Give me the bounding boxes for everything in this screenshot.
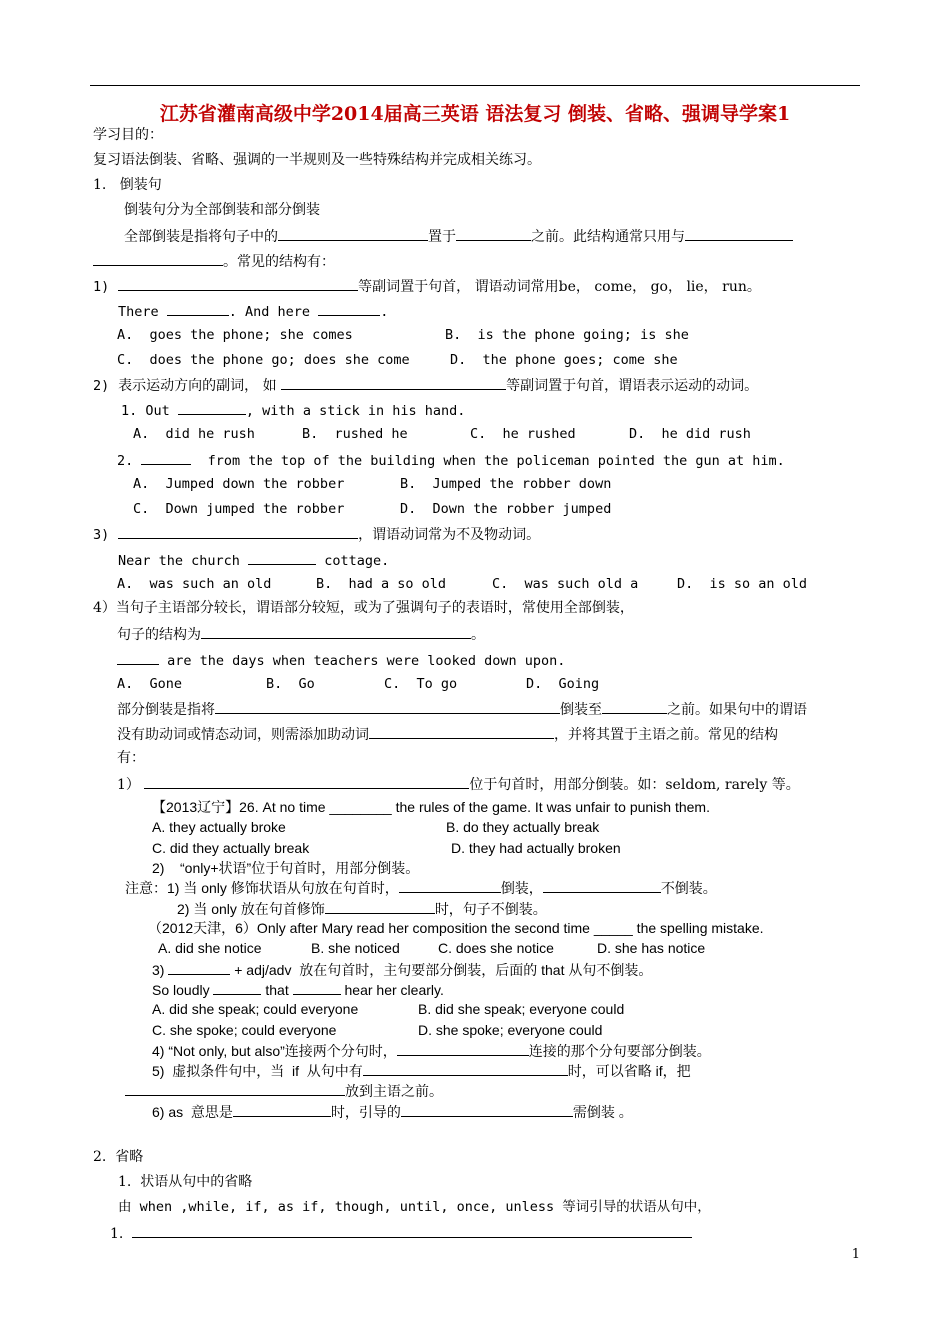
partial-inversion-def xyxy=(117,699,807,719)
option-a: A. goes the phone; she comes xyxy=(117,327,353,343)
option-d: D. is so an old xyxy=(677,576,808,592)
text: 倒装， xyxy=(500,880,543,896)
text: 等副词置于句首，谓语表示运动的动词。 xyxy=(506,378,759,394)
page-title: 江苏省灌南高级中学2014届高三英语 语法复习 倒装、省略、强调导学案1 xyxy=(159,103,791,125)
rule-number: 1） xyxy=(117,777,140,793)
rule-number: 3) xyxy=(93,527,110,543)
option-b: B. rushed he xyxy=(302,426,408,442)
blank xyxy=(248,550,316,565)
option-b: B. she noticed xyxy=(311,940,400,956)
blank xyxy=(456,226,531,241)
rule-number: 2) xyxy=(93,378,110,394)
text: cottage. xyxy=(324,553,390,569)
rule-2 xyxy=(93,375,758,395)
blank xyxy=(141,450,191,465)
text: 置于 xyxy=(428,229,456,245)
section-number: 2. xyxy=(93,1149,107,1165)
blank xyxy=(543,878,661,893)
option-d: D. he did rush xyxy=(629,426,751,442)
option-a: A. they actually broke xyxy=(152,819,286,835)
partial-rule-5 xyxy=(152,1061,691,1080)
option-a: A. Gone xyxy=(117,676,183,692)
question-1-stem xyxy=(118,301,388,321)
blank xyxy=(602,699,667,714)
note-1 xyxy=(125,878,717,897)
rule-1 xyxy=(93,276,761,296)
blank xyxy=(132,1223,692,1238)
rule-4-structure xyxy=(117,624,485,644)
section-2-heading xyxy=(93,1148,143,1166)
option-b: B. did she speak; everyone could xyxy=(418,1001,625,1017)
full-inversion-def-cont xyxy=(93,251,335,271)
blank xyxy=(167,301,229,316)
example-2013: 【2013辽宁】26. At no time ________ the rules of the game. It was unfair to punish them. xyxy=(152,799,710,815)
blank xyxy=(293,980,341,995)
option-a: A. did she speak; could everyone xyxy=(152,1001,359,1017)
text: 注意：1) 当 only 修饰状语从句放在句首时， xyxy=(125,880,399,896)
partial-rule-5-cont xyxy=(125,1081,443,1100)
text: ，谓语动词常为不及物动词。 xyxy=(358,527,541,543)
option-d: D. the phone goes; come she xyxy=(450,352,678,368)
partial-inversion-def-end: 有： xyxy=(117,750,145,766)
ellipsis-sub-1: 1. 状语从句中的省略 xyxy=(118,1174,253,1190)
blank xyxy=(144,774,469,789)
text: 倒装至 xyxy=(560,702,602,718)
blank xyxy=(118,524,358,539)
option-a: A. was such an old xyxy=(117,576,272,592)
objective-text: 复习语法倒装、省略、强调的一半规则及一些特殊结构并完成相关练习。 xyxy=(93,152,541,168)
top-rule xyxy=(90,85,860,86)
option-c: C. does she notice xyxy=(438,940,554,956)
option-c: C. she spoke; could everyone xyxy=(152,1022,337,1038)
blank xyxy=(168,960,230,975)
option-b: B. is the phone going; is she xyxy=(445,327,689,343)
section-title: 省略 xyxy=(115,1149,144,1165)
text: are the days when teachers were looked down upon. xyxy=(167,653,566,669)
text: 6) as 意思是 xyxy=(152,1104,233,1120)
text: hear her clearly. xyxy=(344,982,444,998)
text: 时，引导的 xyxy=(330,1104,401,1120)
rule-4: 4）当句子主语部分较长，谓语部分较短，或为了强调句子的表语时，常使用全部倒装， xyxy=(93,600,634,616)
option-d: D. she has notice xyxy=(597,940,706,956)
text: 之前。如果句中的谓语 xyxy=(667,702,807,718)
text: 部分倒装是指将 xyxy=(117,702,215,718)
text: Near the church xyxy=(118,553,240,569)
example-2012: （2012天津，6）Only after Mary read her composition the second time _____ the spelling mistake. xyxy=(148,920,764,936)
text: , with a stick in his hand. xyxy=(245,403,466,419)
option-d: D. Down the robber jumped xyxy=(400,501,612,517)
text: 需倒装 。 xyxy=(572,1104,633,1120)
rule-number: 1) xyxy=(93,279,110,295)
option-a: A. did she notice xyxy=(158,940,262,956)
option-d: D. Going xyxy=(526,676,600,692)
partial-rule-1 xyxy=(117,774,800,794)
section-number: 1. xyxy=(93,177,107,193)
partial-rule-3 xyxy=(152,960,652,979)
blank xyxy=(278,226,428,241)
option-d: D. they had actually broken xyxy=(451,840,621,856)
text: . xyxy=(380,304,389,320)
option-b: B. Jumped the robber down xyxy=(400,476,612,492)
section-title: 倒装句 xyxy=(119,177,162,193)
text: . And here xyxy=(228,304,311,320)
blank xyxy=(325,899,435,914)
full-inversion-def xyxy=(124,226,793,246)
text: 2) 当 only 放在句首修饰 xyxy=(177,901,325,917)
blank xyxy=(233,1102,331,1117)
blank xyxy=(363,1061,568,1076)
text: from the top of the building when the policeman pointed the gun at him. xyxy=(207,453,785,469)
page-number: 1 xyxy=(851,1247,860,1262)
option-c: C. was such old a xyxy=(492,576,639,592)
blank xyxy=(685,226,793,241)
text: 3) xyxy=(152,962,165,978)
text: + adj/adv 放在句首时，主句要部分倒装，后面的 that 从句不倒装。 xyxy=(234,962,653,978)
question-4-stem xyxy=(118,550,389,570)
option-c: C. he rushed xyxy=(470,426,576,442)
ellipsis-sub-1-text: 由 when ,while, if, as if, though, until, once, unless 等词引导的状语从句中， xyxy=(118,1199,711,1215)
text: 句子的结构为 xyxy=(117,627,201,643)
option-c: C. To go xyxy=(384,676,458,692)
option-b: B. do they actually break xyxy=(446,819,600,835)
text: 时，可以省略 if，把 xyxy=(567,1063,691,1079)
blank xyxy=(117,650,159,665)
option-c: C. does the phone go; does she come xyxy=(117,352,410,368)
blank xyxy=(125,1081,345,1096)
ellipsis-item-1 xyxy=(110,1223,692,1243)
question-3-stem xyxy=(117,450,785,470)
blank xyxy=(369,724,554,739)
text: 。常见的结构有： xyxy=(223,254,335,270)
text: 之前。此结构通常只用与 xyxy=(531,229,685,245)
blank xyxy=(399,878,501,893)
option-b: B. had a so old xyxy=(316,576,447,592)
text: 位于句首时，用部分倒装。如：seldom, rarely 等。 xyxy=(469,777,800,793)
question-so-stem xyxy=(152,980,444,999)
blank xyxy=(178,400,246,415)
option-b: B. Go xyxy=(266,676,315,692)
text: 没有助动词或情态动词，则需添加助动词 xyxy=(117,727,369,743)
objective-heading: 学习目的： xyxy=(93,127,163,143)
partial-rule-2: 2) “only+状语”位于句首时，用部分倒装。 xyxy=(152,860,420,876)
text: 表示运动方向的副词， 如 xyxy=(118,378,277,394)
partial-inversion-def-cont xyxy=(117,724,778,744)
text: 放到主语之前。 xyxy=(345,1083,443,1099)
option-a: A. did he rush xyxy=(133,426,255,442)
rule-3 xyxy=(93,524,540,544)
blank xyxy=(397,1041,529,1056)
question-5-stem xyxy=(117,650,565,670)
text: 等副词置于句首， 谓语动词常用be， come， go， lie， run。 xyxy=(358,279,761,295)
text: 2. xyxy=(117,453,134,469)
item-number: 1. xyxy=(110,1226,124,1242)
text: that xyxy=(265,982,289,998)
partial-rule-4 xyxy=(152,1041,711,1060)
blank xyxy=(201,624,471,639)
text: 。 xyxy=(471,627,485,643)
text: 4) “Not only, but also”连接两个分句时， xyxy=(152,1043,397,1059)
option-a: A. Jumped down the robber xyxy=(133,476,345,492)
text: So loudly xyxy=(152,982,210,998)
text: 1. Out xyxy=(121,403,170,419)
note-2 xyxy=(177,899,547,918)
text: 时，句子不倒装。 xyxy=(434,901,547,917)
blank xyxy=(281,375,506,390)
blank xyxy=(213,980,261,995)
option-c: C. Down jumped the robber xyxy=(133,501,345,517)
section-1-heading xyxy=(93,176,162,194)
blank xyxy=(215,699,560,714)
text: ，并将其置于主语之前。常见的结构 xyxy=(554,727,778,743)
option-c: C. did they actually break xyxy=(152,840,310,856)
text: 连接的那个分句要部分倒装。 xyxy=(528,1043,711,1059)
blank xyxy=(93,251,223,266)
option-d: D. she spoke; everyone could xyxy=(418,1022,603,1038)
blank xyxy=(118,276,358,291)
text: There xyxy=(118,304,159,320)
blank xyxy=(318,301,380,316)
question-2-stem xyxy=(121,400,465,420)
blank xyxy=(401,1102,573,1117)
text: 5) 虚拟条件句中，当 if 从句中有 xyxy=(152,1063,363,1079)
text: 全部倒装是指将句子中的 xyxy=(124,229,278,245)
partial-rule-6 xyxy=(152,1102,633,1121)
text: 不倒装。 xyxy=(660,880,717,896)
inversion-intro: 倒装句分为全部倒装和部分倒装 xyxy=(124,202,320,218)
